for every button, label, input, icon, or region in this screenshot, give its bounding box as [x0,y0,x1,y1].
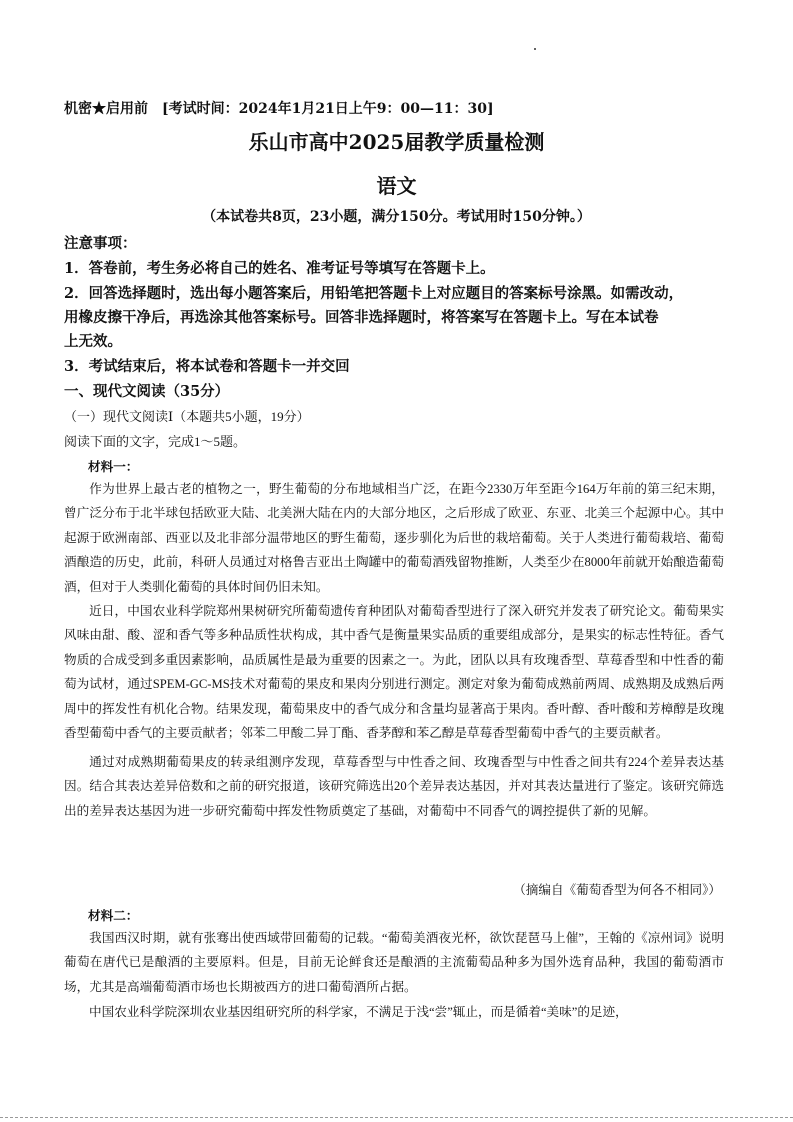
confidential-header: 机密★启用前 [考试时间：2024年1月21日上午9：00—11：30] [64,101,494,117]
material-2-paragraph-1: 我国西汉时期，就有张骞出使西域带回葡萄的记载。“葡萄美酒夜光杯，欲饮琵琶马上催”，王翰的《凉州词》说明葡萄在唐代已是酿酒的主要原料。但是，目前无论鲜食还是酿酒的主流葡萄品种多为国外选育品种，我国的葡萄酒市场，尤其是高端葡萄酒市场也长期被西方的进口葡萄酒所占据。 [64,931,724,994]
exam-title: 乐山市高中2025届教学质量检测 [248,130,545,154]
exam-info: （本试卷共8页，23小题，满分150分。考试用时150分钟。） [202,209,591,225]
scan-speck [534,48,536,50]
notice-item-2-line-1: 2．回答选择题时，选出每小题答案后，用铅笔把答题卡上对应题目的答案标号涂黑。如需改动， [64,285,684,302]
material-2-paragraph-2: 中国农业科学院深圳农业基因组研究所的科学家，不满足于浅“尝”辄止，而是循着“美味”的足迹， [89,1005,628,1019]
notice-item-3: 3．考试结束后，将本试卷和答题卡一并交回 [64,358,350,375]
material-1-paragraph-1: 作为世界上最古老的植物之一，野生葡萄的分布地域相当广泛，在距今2330万年至距今164万年前的第三纪末期，曾广泛分布于北半球包括欧亚大陆、北美洲大陆在内的大部分地区，之后形成了欧亚、东亚、北美三个起源中心。其中起源于欧洲南部、西亚以及北非部分温带地区的野生葡萄，逐步驯化为后世的栽培葡萄。关于人类进行葡萄栽培、葡萄酒酿造的历史，此前，科研人员通过对格鲁吉亚出土陶罐中的葡萄酒残留物推断，人类至少在8000年前就开始酿造葡萄酒，但对于人类驯化葡萄的具体时间仍旧未知。 [64,482,724,594]
material-1-label: 材料一： [88,459,139,474]
section-heading: 一、现代文阅读（35分） [64,383,230,400]
material-2-label: 材料二： [88,908,139,923]
reading-instruction: 阅读下面的文字，完成1～5题。 [64,434,247,449]
notice-item-1: 1．答卷前，考生务必将自己的姓名、准考证号等填写在答题卡上。 [64,260,495,277]
material-1-paragraph-2: 近日，中国农业科学院郑州果树研究所葡萄遗传育种团队对葡萄香型进行了深入研究并发表了研究论文。葡萄果实风味由甜、酸、涩和香气等多种品质性状构成，其中香气是衡量果实品质的重要组成部分，是果实的标志性特征。香气物质的合成受到多重因素影响，品质属性是最为重要的因素之一。为此，团队以具有玫瑰香型、草莓香型和中性香的葡萄为试材，通过SPEM-GC-MS技术对葡萄的果皮和果肉分别进行测定。测定对象为葡萄成熟前两周、成熟期及成熟后两周中的挥发性有机化合物。结果发现，葡萄果皮中的香气成分和含量均显著高于果肉。香叶醇、香叶酸和芳樟醇是玫瑰香型葡萄中香气的主要贡献者；邻苯二甲酸二异丁酯、香茅醇和苯乙醇是草莓香型葡萄中香气的主要贡献者。 [64,604,724,741]
notice-heading: 注意事项： [64,235,137,252]
notice-item-2-line-2: 用橡皮擦干净后，再选涂其他答案标号。回答非选择题时，将答案写在答题卡上。写在本试卷 [64,309,659,326]
material-1-paragraph-3: 通过对成熟期葡萄果皮的转录组测序发现，草莓香型与中性香之间、玫瑰香型与中性香之间共有224个差异表达基因。结合其表达差异倍数和之前的研究报道，该研究筛选出20个差异表达基因，并对其表达量进行了鉴定。该研究筛选出的差异表达基因为进一步研究葡萄中挥发性物质奠定了基础，对葡萄中不同香气的调控提供了新的见解。 [64,755,724,818]
notice-item-2-line-3: 上无效。 [64,333,122,350]
subsection-heading: （一）现代文阅读Ⅰ（本题共5小题，19分） [64,409,310,424]
material-1-source: （摘编自《葡萄香型为何各不相同》） [513,883,721,897]
subject-title: 语文 [376,174,417,198]
page-bottom-rule [0,1117,793,1118]
